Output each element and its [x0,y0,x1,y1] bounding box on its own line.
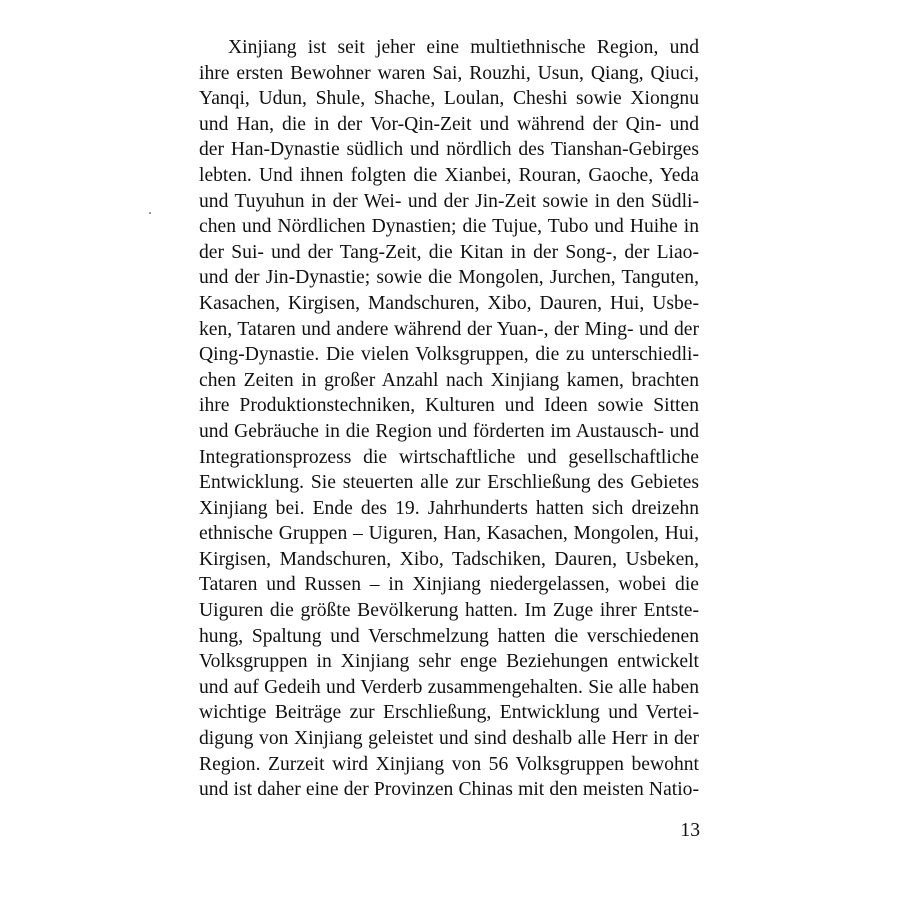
page-number: 13 [680,820,700,841]
text-line: ken, Tataren und andere während der Yuan-, der Ming- und der [199,318,699,340]
text-line: lebten. Und ihnen folgten die Xianbei, Rouran, Gaoche, Yeda [199,164,699,186]
text-line: Xinjiang bei. Ende des 19. Jahrhunderts hatten sich dreizehn [199,497,699,519]
text-line: ihre ersten Bewohner waren Sai, Rouzhi, Usun, Qiang, Qiuci, [199,62,699,84]
text-line: ihre Produktionstechniken, Kulturen und Ideen sowie Sitten [199,395,699,417]
text-line: und ist daher eine der Provinzen Chinas mit den meisten Natio- [199,779,699,801]
text-line: Tataren und Russen – in Xinjiang niedergelassen, wobei die [199,574,699,596]
text-line: chen Zeiten in großer Anzahl nach Xinjiang kamen, brachten [199,369,699,391]
text-line: Kirgisen, Mandschuren, Xibo, Tadschiken, Dauren, Usbeken, [199,548,699,570]
text-line: Yanqi, Udun, Shule, Shache, Loulan, Cheshi sowie Xiongnu [199,88,699,110]
text-line: digung von Xinjiang geleistet und sind deshalb alle Herr in der [199,728,699,750]
text-line: wichtige Beiträge zur Erschließung, Entwicklung und Vertei- [199,702,699,724]
text-line: der Han-Dynastie südlich und nördlich des Tianshan-Gebirges [199,139,699,161]
scan-speck [149,212,151,214]
text-line: Kasachen, Kirgisen, Mandschuren, Xibo, Dauren, Hui, Usbe- [199,292,699,314]
text-line: Uiguren die größte Bevölkerung hatten. Im Zuge ihrer Entste- [199,600,699,622]
text-line: und der Jin-Dynastie; sowie die Mongolen, Jurchen, Tanguten, [199,267,699,289]
body-paragraph [199,35,699,803]
text-line: Region. Zurzeit wird Xinjiang von 56 Volksgruppen bewohnt [199,753,699,775]
text-line: Volksgruppen in Xinjiang sehr enge Beziehungen entwickelt [199,651,699,673]
text-line: Xinjiang ist seit jeher eine multiethnische Region, und [228,37,699,58]
text-line: Qing-Dynastie. Die vielen Volksgruppen, die zu unterschiedli- [199,344,699,366]
text-line: Entwicklung. Sie steuerten alle zur Erschließung des Gebietes [199,472,699,494]
text-line: hung, Spaltung und Verschmelzung hatten die verschiedenen [199,625,699,647]
text-line: und Han, die in der Vor-Qin-Zeit und während der Qin- und [199,113,699,135]
text-line: und Gebräuche in die Region und förderten im Austausch- und [199,420,699,442]
text-line: und auf Gedeih und Verderb zusammengehalten. Sie alle haben [199,676,699,698]
text-line: chen und Nördlichen Dynastien; die Tujue, Tubo und Huihe in [199,216,699,238]
text-line: der Sui- und der Tang-Zeit, die Kitan in der Song-, der Liao- [199,241,699,263]
text-line: und Tuyuhun in der Wei- und der Jin-Zeit sowie in den Südli- [199,190,699,212]
text-line: ethnische Gruppen – Uiguren, Han, Kasachen, Mongolen, Hui, [199,523,699,545]
text-line: Integrationsprozess die wirtschaftliche und gesellschaftliche [199,446,699,468]
